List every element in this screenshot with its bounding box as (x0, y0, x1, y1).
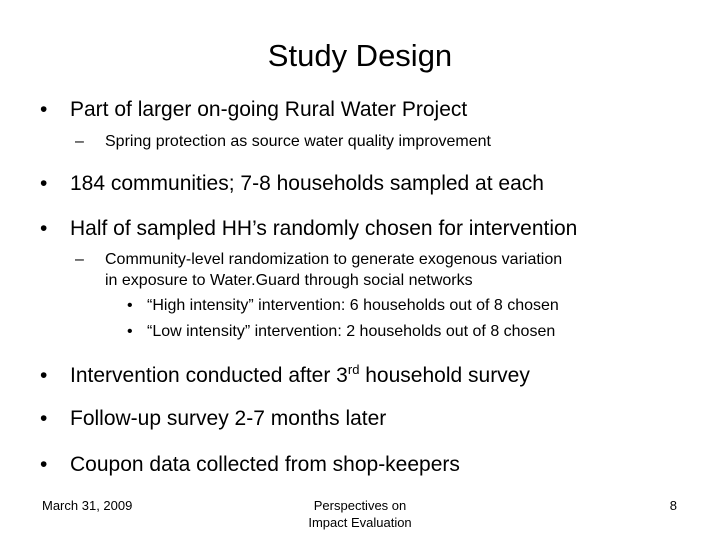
bullet-icon: • (40, 217, 48, 240)
footer-title (260, 497, 460, 531)
bullet-text-part: household survey (359, 364, 530, 387)
bullet-icon: • (40, 172, 48, 195)
ordinal-superscript: rd (347, 362, 360, 377)
footer-date: March 31, 2009 (42, 498, 133, 513)
bullet-icon: • (127, 297, 133, 314)
bullet-icon: • (40, 98, 48, 121)
bullet-text-part: Intervention conducted after 3 (70, 364, 348, 387)
bullet-icon: • (40, 453, 48, 476)
bullet-text: Follow-up survey 2-7 months later (70, 407, 387, 430)
bullet-text: Part of larger on-going Rural Water Project (70, 98, 468, 121)
bullet-text: Coupon data collected from shop-keepers (70, 453, 460, 476)
dash-icon: – (75, 133, 84, 150)
bullet-text: 184 communities; 7-8 households sampled at each (70, 172, 544, 195)
footer-title-line: Impact Evaluation (308, 515, 412, 530)
bullet-icon: • (40, 407, 48, 430)
sub-bullet-text: Community-level randomization to generate exogenous variation (105, 251, 563, 268)
sub-sub-bullet-text: “High intensity” intervention: 6 households out of 8 chosen (147, 297, 559, 314)
bullet-text (70, 363, 530, 389)
bullet-icon: • (127, 323, 133, 340)
dash-icon: – (75, 251, 84, 268)
page-number: 8 (669, 498, 677, 513)
bullet-text: Half of sampled HH’s randomly chosen for intervention (70, 217, 578, 240)
bullet-icon: • (40, 364, 48, 387)
sub-sub-bullet-text: “Low intensity” intervention: 2 households out of 8 chosen (147, 323, 556, 340)
sub-bullet-text: in exposure to Water.Guard through social networks (105, 272, 473, 289)
footer-title-line: Perspectives on (313, 498, 407, 513)
slide-title: Study Design (267, 38, 453, 73)
sub-bullet-text: Spring protection as source water quality improvement (105, 133, 491, 150)
